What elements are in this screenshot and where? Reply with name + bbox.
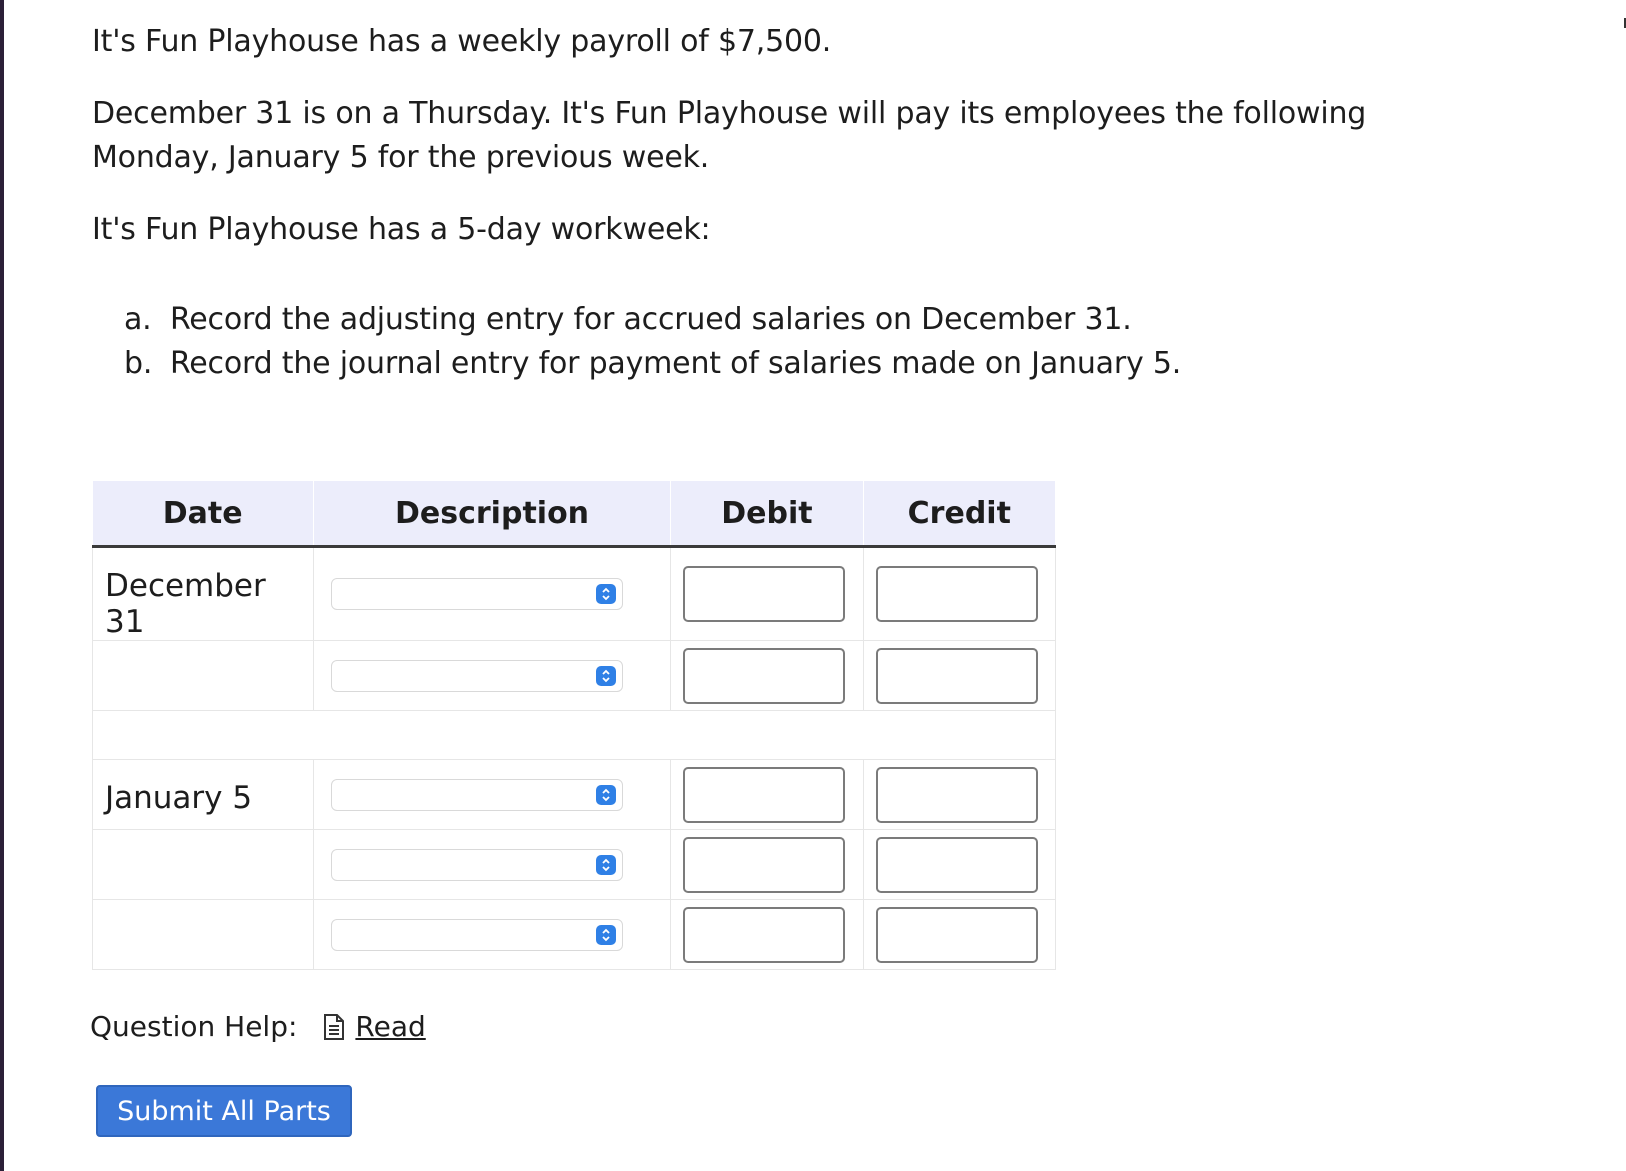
problem-detail: December 31 is on a Thursday. It's Fun Playhouse will pay its employees the following Monday, January 5 for the previous week. (92, 96, 1367, 175)
entry-date: January 5 (93, 760, 314, 830)
question-help-label: Question Help: (90, 1010, 298, 1043)
up-down-chevron-icon[interactable] (596, 855, 616, 875)
task-text: Record the adjusting entry for accrued salaries on December 31. (170, 302, 1132, 337)
submit-all-parts-button[interactable]: Submit All Parts (96, 1085, 352, 1137)
document-icon (323, 1014, 345, 1040)
description-select[interactable] (331, 578, 623, 610)
description-cell (313, 900, 670, 970)
description-select[interactable] (331, 919, 623, 951)
credit-input[interactable] (876, 837, 1038, 893)
read-link[interactable] (323, 1010, 425, 1043)
credit-cell (863, 830, 1055, 900)
table-row (93, 830, 1056, 900)
header-date: Date (93, 481, 314, 547)
credit-cell (863, 900, 1055, 970)
up-down-chevron-icon[interactable] (596, 785, 616, 805)
task-list (124, 298, 1181, 386)
header-debit: Debit (671, 481, 863, 547)
description-cell (313, 641, 670, 711)
entry-date: December 31 (93, 547, 314, 641)
header-credit: Credit (863, 481, 1055, 547)
debit-input[interactable] (683, 648, 845, 704)
table-header-row (93, 481, 1056, 547)
debit-input[interactable] (683, 566, 845, 622)
credit-input[interactable] (876, 648, 1038, 704)
description-cell (313, 830, 670, 900)
table-row (93, 547, 1056, 641)
debit-input[interactable] (683, 837, 845, 893)
table-row (93, 760, 1056, 830)
credit-input[interactable] (876, 907, 1038, 963)
task-item-a (124, 298, 1181, 342)
header-description: Description (313, 481, 670, 547)
credit-cell (863, 760, 1055, 830)
entry-date-empty (93, 641, 314, 711)
description-select[interactable] (331, 779, 623, 811)
credit-cell (863, 641, 1055, 711)
debit-cell (671, 641, 863, 711)
up-down-chevron-icon[interactable] (596, 584, 616, 604)
table-spacer-row (93, 711, 1056, 760)
entry-date-empty (93, 900, 314, 970)
window-left-edge (0, 0, 4, 1171)
question-help (90, 1010, 426, 1043)
debit-cell (671, 830, 863, 900)
task-marker: a. (124, 302, 152, 337)
description-cell (313, 547, 670, 641)
up-down-chevron-icon[interactable] (596, 666, 616, 686)
description-select[interactable] (331, 660, 623, 692)
read-link-label[interactable]: Read (355, 1010, 426, 1043)
credit-cell (863, 547, 1055, 641)
table-row (93, 641, 1056, 711)
debit-input[interactable] (683, 767, 845, 823)
entry-date-empty (93, 830, 314, 900)
up-down-chevron-icon[interactable] (596, 925, 616, 945)
journal-entry-table (92, 481, 1056, 970)
debit-cell (671, 547, 863, 641)
description-select[interactable] (331, 849, 623, 881)
spacer-cell (93, 711, 1056, 760)
problem-workweek: It's Fun Playhouse has a 5-day workweek: (92, 212, 711, 247)
task-item-b (124, 342, 1181, 386)
table-row (93, 900, 1056, 970)
credit-input[interactable] (876, 566, 1038, 622)
debit-cell (671, 900, 863, 970)
debit-cell (671, 760, 863, 830)
problem-intro: It's Fun Playhouse has a weekly payroll of $7,500. (92, 24, 832, 59)
task-marker: b. (124, 346, 153, 381)
debit-input[interactable] (683, 907, 845, 963)
credit-input[interactable] (876, 767, 1038, 823)
task-text: Record the journal entry for payment of salaries made on January 5. (170, 346, 1182, 381)
description-cell (313, 760, 670, 830)
